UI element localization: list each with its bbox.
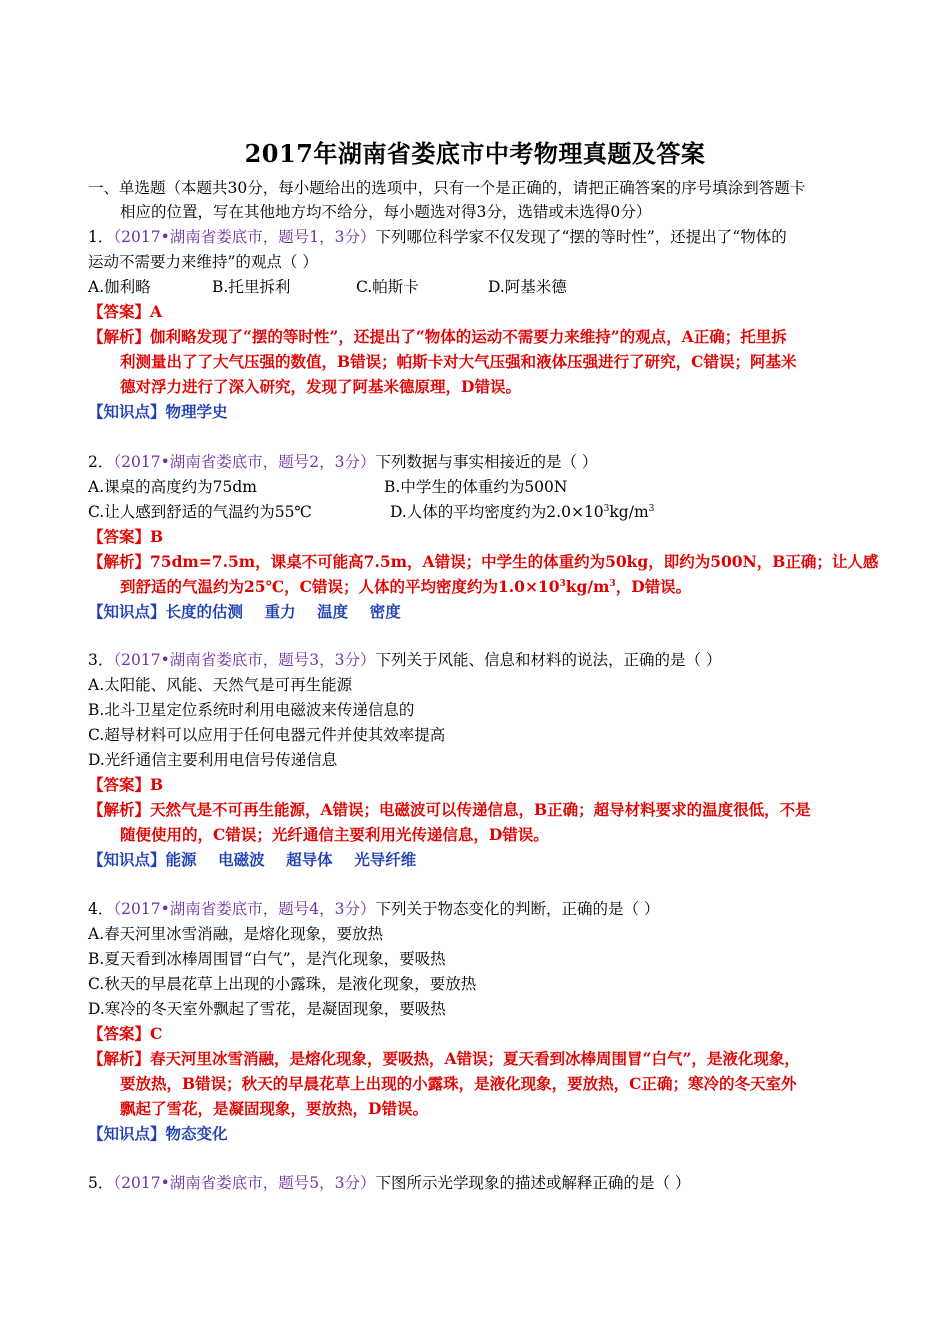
- q5-stem-text: 下图所示光学现象的描述或解释正确的是（ ）: [375, 1174, 691, 1192]
- q3-source: （2017•湖南省娄底市，题号3，3分）: [113, 651, 376, 669]
- q1-option-c: C.帕斯卡: [356, 278, 419, 296]
- q3-analysis-label: 【解析】: [88, 800, 151, 819]
- q3-number: 3．: [88, 651, 114, 669]
- q2-analysis: [88, 550, 878, 574]
- q1-option-a: A.伽利略: [88, 278, 151, 296]
- q4-option-a: A.春天河里冰雪消融，是熔化现象，要放热: [88, 925, 384, 943]
- q4-number: 4．: [88, 900, 114, 918]
- q2-options-row-2: [88, 500, 878, 524]
- q4-kp-text: 物态变化: [165, 1124, 228, 1143]
- q4-option-c: C.秋天的早晨花草上出现的小露珠，是液化现象，要放热: [88, 975, 477, 993]
- q1-kp-label: 【知识点】: [88, 402, 166, 421]
- q4-kp-label: 【知识点】: [88, 1124, 166, 1143]
- q2-analysis-unit: kg/m: [565, 577, 610, 596]
- q2-source: （2017•湖南省娄底市，题号2，3分）: [113, 453, 376, 471]
- q2-analysis-end: ，D错误。: [615, 577, 692, 596]
- q1-source: （2017•湖南省娄底市，题号1，3分）: [113, 228, 376, 246]
- q1-stem-cont: 运动不需要力来维持”的观点（ ）: [88, 253, 318, 271]
- section-heading: 一、单选题（本题共30分，每小题给出的选项中，只有一个是正确的，请把正确答案的序号填涂到答题卡: [88, 179, 806, 197]
- q2-option-d-text: D.人体的平均密度约为2.0×10: [390, 503, 604, 521]
- q2-analysis-exp: 3: [559, 578, 566, 589]
- q4-option-b: B.夏天看到冰棒周围冒“白气”，是汽化现象，要吸热: [88, 950, 446, 968]
- q4-knowledge-point: [88, 1122, 878, 1146]
- q3-option-d: D.光纤通信主要利用电信号传递信息: [88, 751, 338, 769]
- page-title: 2017年湖南省娄底市中考物理真题及答案: [244, 139, 706, 168]
- q5-stem: [88, 1171, 878, 1195]
- q4-answer: [88, 1022, 878, 1046]
- q1-answer-value: A: [150, 302, 163, 321]
- q3-analysis: [88, 798, 878, 822]
- q1-analysis-text: 伽利略发现了“摆的等时性”，还提出了“物体的运动不需要力来维持”的观点，A正确；托里拆: [150, 327, 787, 346]
- q1-stem-text: 下列哪位科学家不仅发现了“摆的等时性”，还提出了“物体的: [375, 228, 787, 246]
- q1-stem: [88, 225, 878, 249]
- q3-answer-value: B: [150, 775, 164, 794]
- q2-kp-text: 长度的估测 重力 温度 密度: [165, 602, 401, 621]
- q2-answer-label: 【答案】: [88, 527, 151, 546]
- q2-answer: [88, 525, 878, 549]
- q4-stem-text: 下列关于物态变化的判断，正确的是（ ）: [375, 900, 660, 918]
- q1-kp-text: 物理学史: [165, 402, 228, 421]
- q1-answer: [88, 300, 878, 324]
- q1-option-b: B.托里拆利: [212, 278, 291, 296]
- q5-number: 5．: [88, 1174, 114, 1192]
- q2-option-c: C.让人感到舒适的气温约为55℃: [88, 503, 312, 521]
- q1-number: 1．: [88, 228, 114, 246]
- q2-knowledge-point: [88, 600, 878, 624]
- q2-kp-label: 【知识点】: [88, 602, 166, 621]
- q1-answer-label: 【答案】: [88, 302, 151, 321]
- q2-number: 2．: [88, 453, 114, 471]
- q2-option-a: A.课桌的高度约为75dm: [88, 478, 257, 496]
- q3-stem-text: 下列关于风能、信息和材料的说法，正确的是（ ）: [375, 651, 722, 669]
- q2-option-d-exp: 3: [603, 503, 610, 514]
- q2-stem-text: 下列数据与事实相接近的是（ ）: [375, 453, 598, 471]
- q4-stem: [88, 897, 878, 921]
- q4-analysis-cont-2: 飘起了雪花，是凝固现象，要放热，D错误。: [120, 1099, 428, 1118]
- q4-answer-value: C: [150, 1024, 163, 1043]
- q4-analysis-label: 【解析】: [88, 1049, 151, 1068]
- q3-option-c: C.超导材料可以应用于任何电器元件并使其效率提高: [88, 726, 446, 744]
- q4-analysis-cont-1: 要放热，B错误；秋天的早晨花草上出现的小露珠，是液化现象，要放热，C正确；寒冷的冬天室外: [120, 1074, 797, 1093]
- q3-option-a: A.太阳能、风能、天然气是可再生能源: [88, 676, 353, 694]
- q1-analysis-label: 【解析】: [88, 327, 151, 346]
- section-heading-cont: 相应的位置，写在其他地方均不给分，每小题选对得3分，选错或未选得0分）: [120, 203, 652, 221]
- q2-option-b: B.中学生的体重约为500N: [384, 478, 568, 496]
- q3-answer-label: 【答案】: [88, 775, 151, 794]
- q1-knowledge-point: [88, 400, 878, 424]
- q3-option-b: B.北斗卫星定位系统时利用电磁波来传递信息的: [88, 701, 415, 719]
- q1-analysis-cont-2: 德对浮力进行了深入研究，发现了阿基米德原理，D错误。: [120, 377, 521, 396]
- q2-option-d: [390, 500, 654, 524]
- q3-stem: [88, 648, 878, 672]
- q3-knowledge-point: [88, 848, 878, 872]
- q2-analysis-unit-exp: 3: [609, 578, 616, 589]
- q2-analysis-text: 75dm=7.5m，课桌不可能高7.5m，A错误；中学生的体重约为50kg，即约为500N，B正确；让人感: [150, 552, 879, 571]
- q2-option-d-unit-exp: 3: [648, 503, 655, 514]
- q3-analysis-cont: 随便使用的，C错误；光纤通信主要利用光传递信息，D错误。: [120, 825, 549, 844]
- q3-analysis-text: 天然气是不可再生能源，A错误；电磁波可以传递信息，B正确；超导材料要求的温度很低，不是: [150, 800, 811, 819]
- q2-answer-value: B: [150, 527, 164, 546]
- q1-option-d: D.阿基米德: [488, 278, 567, 296]
- q1-analysis-cont-1: 利测量出了了大气压强的数值，B错误；帕斯卡对大气压强和液体压强进行了研究，C错误；阿基米: [120, 352, 797, 371]
- q4-source: （2017•湖南省娄底市，题号4，3分）: [113, 900, 376, 918]
- q1-options: [88, 275, 878, 299]
- q2-option-d-unit: kg/m: [609, 503, 649, 521]
- q4-option-d: D.寒冷的冬天室外飘起了雪花，是凝固现象，要吸热: [88, 1000, 446, 1018]
- q5-source: （2017•湖南省娄底市，题号5，3分）: [113, 1174, 376, 1192]
- q3-kp-label: 【知识点】: [88, 850, 166, 869]
- q2-options-row-1: [88, 475, 878, 499]
- q3-kp-text: 能源 电磁波 超导体 光导纤维: [165, 850, 417, 869]
- q2-analysis-label: 【解析】: [88, 552, 151, 571]
- q4-analysis: [88, 1047, 878, 1071]
- q1-analysis: [88, 325, 878, 349]
- q2-stem: [88, 450, 878, 474]
- q4-analysis-text: 春天河里冰雪消融，是熔化现象，要吸热，A错误；夏天看到冰棒周围冒“白气”，是液化现象，: [150, 1049, 800, 1068]
- q2-analysis-cont: [120, 575, 870, 599]
- q2-analysis-cont-text: 到舒适的气温约为25℃，C错误；人体的平均密度约为1.0×10: [120, 577, 560, 596]
- q4-answer-label: 【答案】: [88, 1024, 151, 1043]
- q3-answer: [88, 773, 878, 797]
